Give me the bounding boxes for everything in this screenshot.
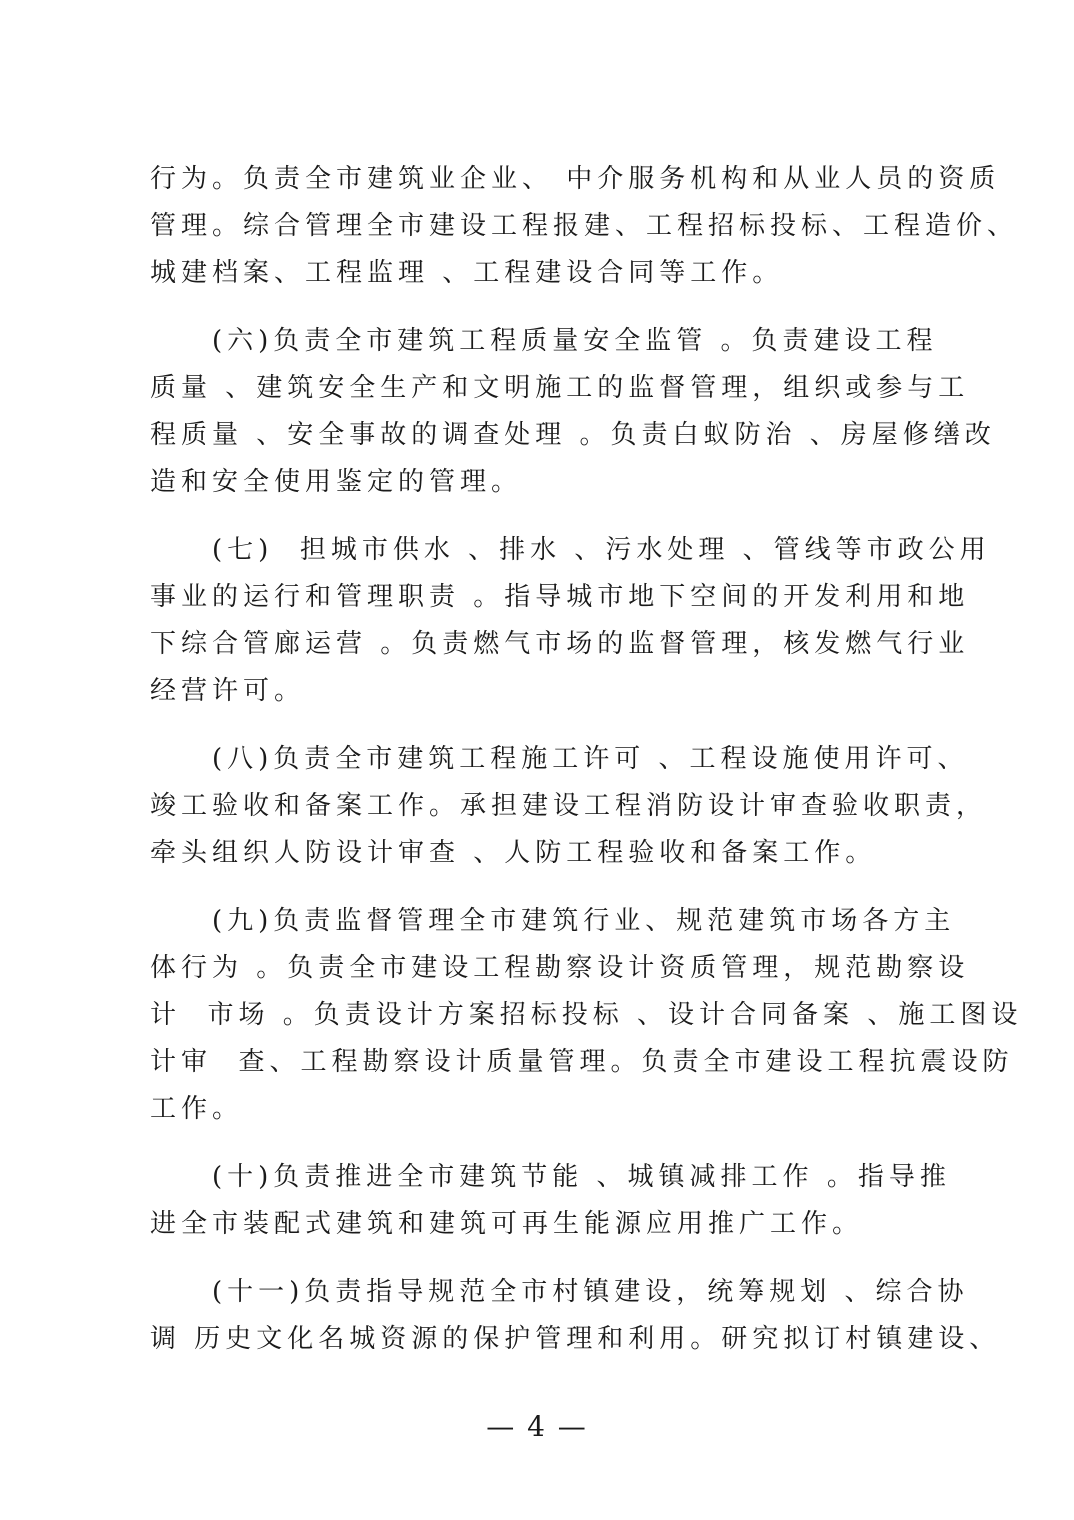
text-line: 工作。	[150, 1094, 244, 1124]
paragraph-item-10	[150, 1154, 951, 1248]
text-line: 体行为 。负责全市建设工程勘察设计资质管理，规范勘察设	[150, 953, 970, 983]
text-line: 牵头组织人防设计审查 、人防工程验收和备案工作。	[150, 838, 877, 868]
text-line: 经营许可。	[150, 676, 306, 706]
text-line: 事业的运行和管理职责 。指导城市地下空间的开发利用和地	[150, 582, 970, 612]
page-number: — 4 —	[486, 1410, 588, 1443]
paragraph-item-9	[150, 898, 1023, 1133]
text-line: 造和安全使用鉴定的管理。	[150, 467, 523, 497]
text-line: (八)负责全市建筑工程施工许可 、工程设施使用许可、	[212, 744, 969, 774]
paragraph-item-8	[150, 736, 988, 877]
paragraph-item-11	[150, 1269, 1001, 1363]
text-line: 行为。负责全市建筑业企业、 中介服务机构和从业人员的资质	[150, 164, 1001, 194]
text-line: 计审 查、工程勘察设计质量管理。负责全市建设工程抗震设防	[150, 1047, 1014, 1077]
text-line: (七) 担城市供水 、排水 、污水处理 、管线等市政公用	[212, 535, 991, 565]
text-line: (六)负责全市建筑工程质量安全监管 。负责建设工程	[212, 326, 938, 356]
document-body	[150, 156, 1023, 1384]
text-line: 程质量 、安全事故的调查处理 。负责白蚁防治 、房屋修缮改	[150, 420, 996, 450]
paragraph-item-7	[150, 527, 991, 715]
text-line: 竣工验收和备案工作。承担建设工程消防设计审查验收职责，	[150, 791, 988, 821]
text-line: 进全市装配式建筑和建筑可再生能源应用推广工作。	[150, 1209, 864, 1239]
paragraph-item-6	[150, 318, 996, 506]
text-line: 城建档案、工程监理 、工程建设合同等工作。	[150, 258, 784, 288]
text-line: 计 市场 。负责设计方案招标投标 、设计合同备案 、施工图设	[150, 1000, 1023, 1030]
text-line: 质量 、建筑安全生产和文明施工的监督管理，组织或参与工	[150, 373, 970, 403]
text-line: (十一)负责指导规范全市村镇建设，统筹规划 、综合协	[212, 1277, 969, 1307]
text-line: (十)负责推进全市建筑节能 、城镇减排工作 。指导推	[212, 1162, 951, 1192]
paragraph-continuation	[150, 156, 1019, 297]
text-line: 管理。综合管理全市建设工程报建、工程招标投标、工程造价、	[150, 211, 1019, 241]
text-line: (九)负责监督管理全市建筑行业、规范建筑市场各方主	[212, 906, 956, 936]
text-line: 调 历史文化名城资源的保护管理和利用。研究拟订村镇建设、	[150, 1324, 1001, 1354]
text-line: 下综合管廊运营 。负责燃气市场的监督管理，核发燃气行业	[150, 629, 970, 659]
